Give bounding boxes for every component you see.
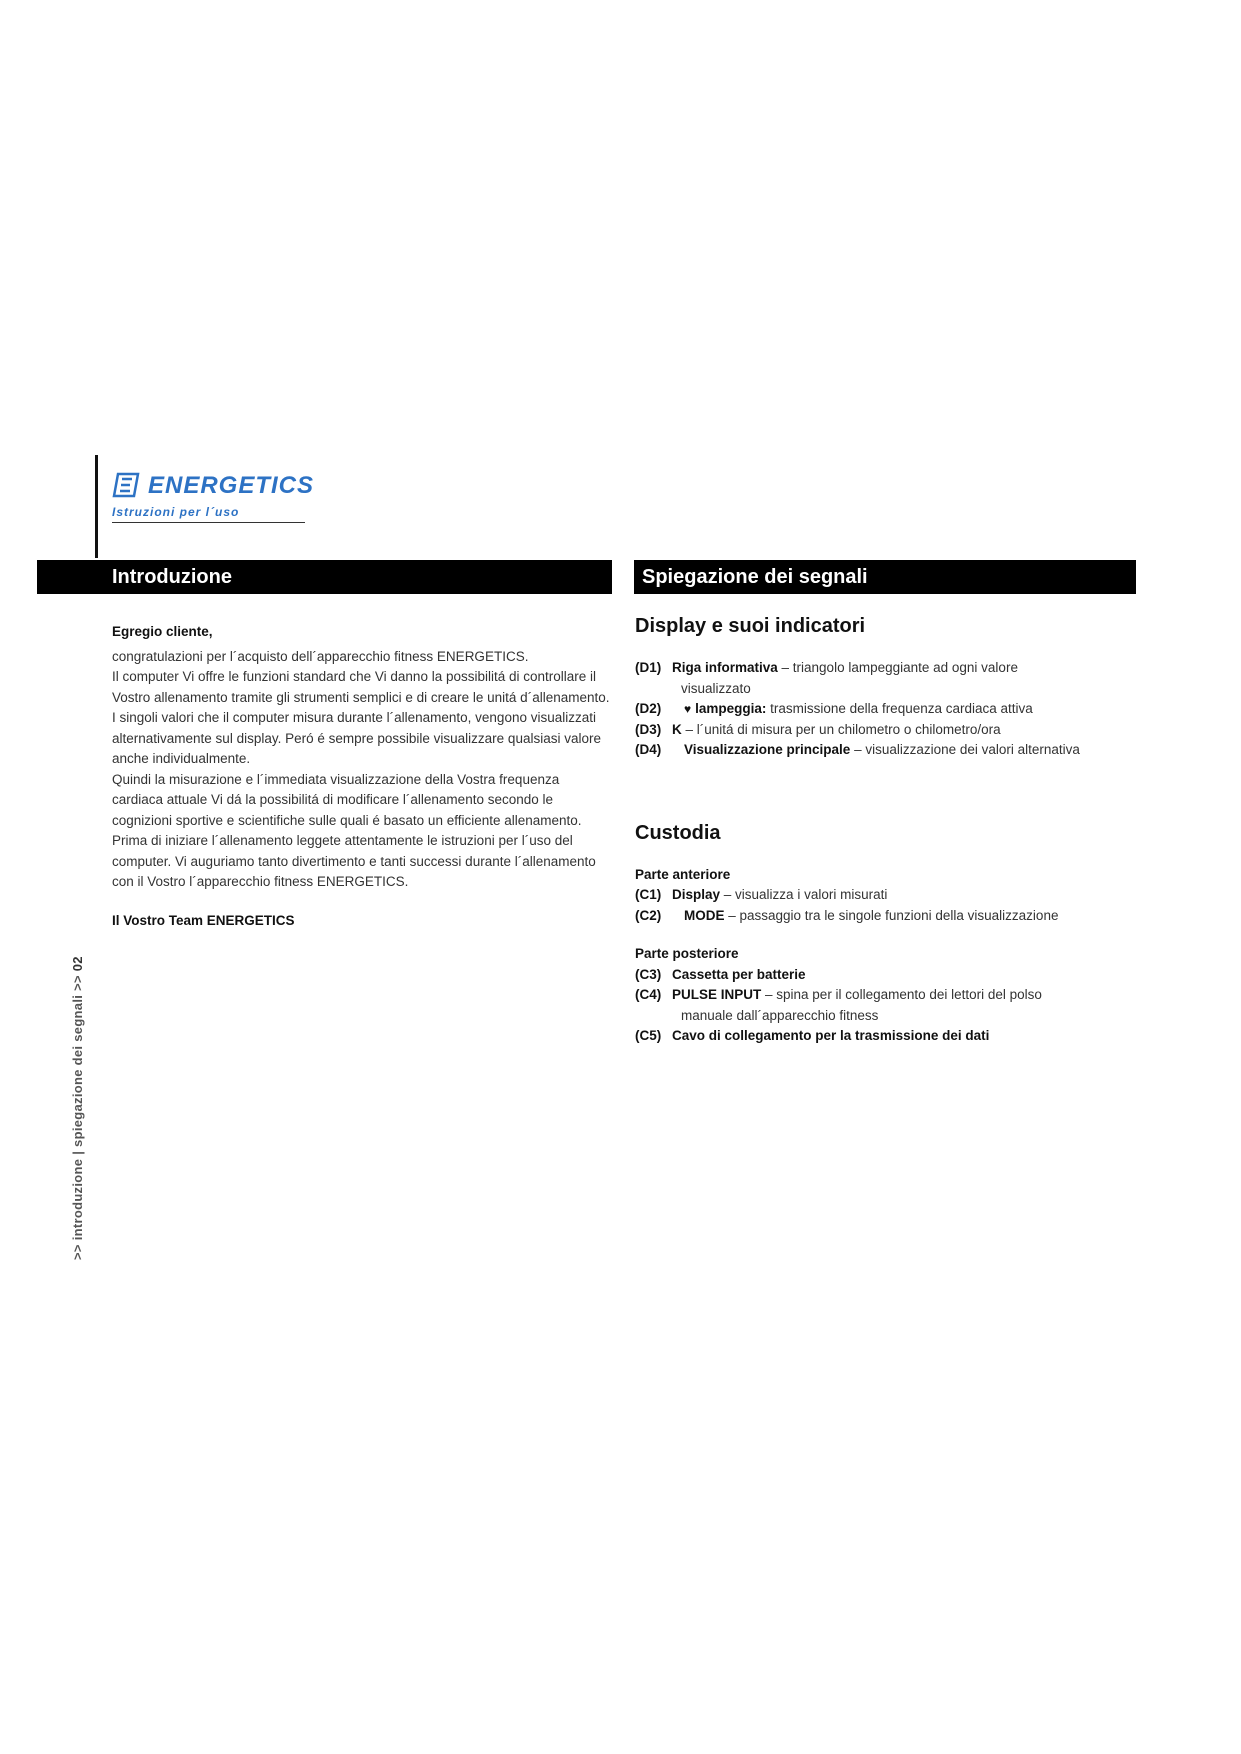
item-code: (D2) — [635, 701, 662, 716]
item-text — [672, 740, 1135, 761]
item-code: (D3) — [635, 721, 662, 737]
sidebar-breadcrumb — [70, 956, 85, 1260]
list-item — [635, 1026, 1135, 1047]
intro-paragraph: Il computer Vi offre le funzioni standard che Vi danno la possibilitá di controllare il Vostro allenamento tramite gli strumenti semplici e di creare le unitá d´allenamento. — [112, 669, 610, 705]
list-item — [635, 906, 1135, 927]
item-text — [672, 985, 1135, 1006]
item-text — [672, 885, 1135, 906]
item-code: (C2) — [635, 907, 662, 923]
item-desc: – triangolo lampeggiante ad ogni valore — [777, 660, 1018, 675]
header-vertical-rule — [95, 455, 98, 558]
intro-paragraph: congratulazioni per l´acquisto dell´apparecchio fitness ENERGETICS. — [112, 648, 529, 664]
greeting: Egregio cliente, — [112, 624, 213, 639]
section-title-spiegazione: Spiegazione dei segnali — [634, 560, 1136, 594]
item-text — [672, 906, 1135, 927]
back-heading: Parte posteriore — [635, 946, 739, 961]
display-heading: Display e suoi indicatori — [635, 615, 866, 637]
item-desc: – visualizza i valori misurati — [720, 887, 888, 902]
item-label: lampeggia: — [695, 701, 767, 716]
signals-column — [635, 612, 1135, 1047]
brand-logo — [112, 472, 315, 524]
brand-underline — [112, 522, 305, 523]
item-continuation: manuale dall´apparecchio fitness — [681, 1007, 879, 1023]
list-item — [635, 740, 1135, 761]
item-continuation: visualizzato — [681, 680, 751, 696]
list-item — [635, 885, 1135, 906]
signature: Il Vostro Team ENERGETICS — [112, 912, 295, 928]
item-label: Riga informativa — [672, 660, 778, 675]
page-number: 02 — [70, 956, 85, 972]
list-item — [635, 965, 1135, 986]
list-item — [635, 720, 1135, 741]
item-label: MODE — [684, 907, 725, 923]
item-text — [672, 1026, 1135, 1047]
item-desc: trasmissione della frequenza cardiaca attiva — [766, 701, 1033, 716]
intro-paragraph: Prima di iniziare l´allenamento leggete attentamente le istruzioni per l´uso del computer. Vi auguriamo tanto divertimento e tanti successi durante l´allenamento con il Vostro l´apparecchio fitness ENERGETICS. — [112, 833, 596, 889]
front-heading: Parte anteriore — [635, 866, 731, 882]
item-text — [672, 658, 1135, 679]
item-label: Cassetta per batterie — [672, 966, 806, 982]
item-code: (D4) — [635, 742, 662, 757]
item-label: K — [672, 721, 682, 737]
list-item — [635, 658, 1135, 679]
item-text — [672, 965, 1135, 986]
item-code: (C4) — [635, 987, 662, 1002]
item-code: (C3) — [635, 966, 662, 982]
item-desc: – passaggio tra le singole funzioni della visualizzazione — [724, 907, 1059, 923]
sidebar-breadcrumb-text: >> introduzione | spiegazione dei segnali >> — [70, 971, 85, 1260]
item-text — [672, 720, 1135, 741]
item-desc: – l´unitá di misura per un chilometro o chilometro/ora — [681, 721, 1001, 737]
section-title-introduzione: Introduzione — [37, 560, 612, 594]
display-list — [635, 658, 1135, 761]
list-item — [635, 699, 1135, 720]
heart-icon: ♥ — [684, 702, 692, 716]
energetics-logo-icon — [112, 472, 140, 498]
item-text — [672, 699, 1135, 720]
item-code: (C5) — [635, 1028, 662, 1043]
item-label: Visualizzazione principale — [684, 742, 851, 757]
list-item — [635, 985, 1135, 1006]
item-desc: – spina per il collegamento dei lettori del polso — [761, 987, 1042, 1002]
item-label: Display — [672, 887, 721, 902]
item-label: Cavo di collegamento per la trasmissione dei dati — [672, 1028, 990, 1043]
item-code: (D1) — [635, 660, 662, 675]
brand-name: ENERGETICS — [148, 472, 315, 499]
item-code: (C1) — [635, 887, 662, 902]
intro-paragraph: I singoli valori che il computer misura durante l´allenamento, vengono visualizzati alternativamente sul display. Peró é sempre possibile visualizzare qualsiasi valore anche individualmente. — [112, 710, 601, 766]
introduction-column — [112, 622, 612, 931]
intro-paragraph: Quindi la misurazione e l´immediata visualizzazione della Vostra frequenza cardiaca attuale Vi dá la possibilitá di modificare l´allenamento secondo le cognizioni sportive e scientifiche sulle quali é basato un efficiente allenamento. — [112, 771, 582, 828]
item-desc: – visualizzazione dei valori alternativa — [850, 742, 1080, 757]
brand-subtitle: Istruzioni per l´uso — [112, 505, 240, 519]
item-label: PULSE INPUT — [672, 987, 762, 1002]
case-heading: Custodia — [635, 821, 721, 844]
